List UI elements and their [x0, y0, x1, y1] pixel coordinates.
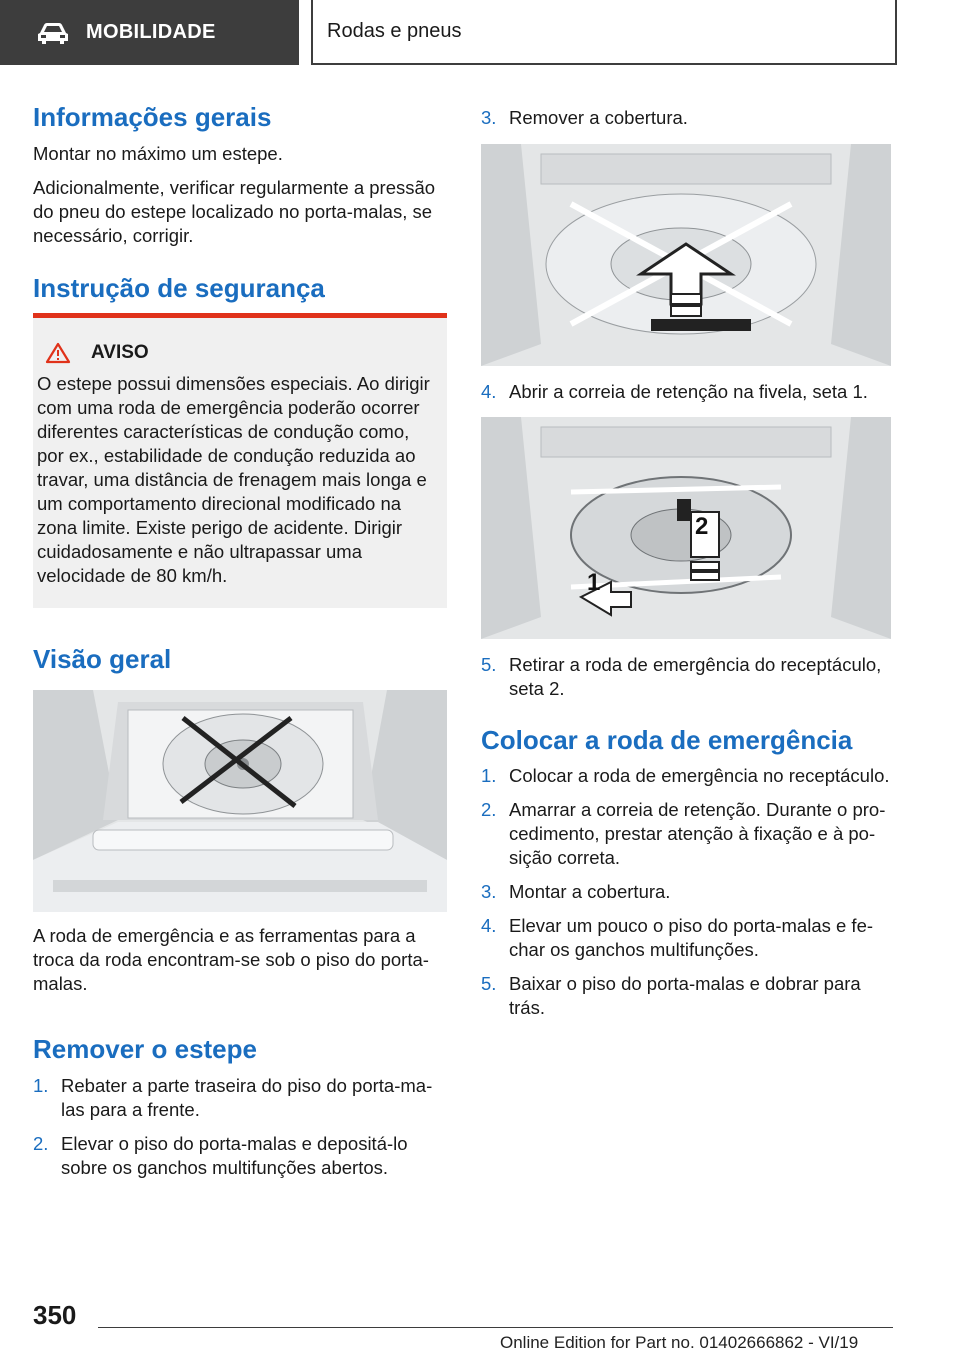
heading-remove: Remover o estepe — [33, 1034, 257, 1064]
overview-paragraph: A roda de emergência e as ferramentas para a troca da roda encontram-se sob o piso do porta-malas. — [33, 925, 429, 994]
remove-steps-4 — [481, 380, 891, 414]
trunk-overview-image — [33, 690, 447, 912]
list-item: 3. Montar a cobertura. — [481, 881, 671, 902]
remove-steps-continued — [481, 106, 891, 140]
section-tab — [0, 0, 299, 65]
arrow-label-2: 2 — [695, 513, 709, 540]
section-title: MOBILIDADE — [86, 21, 216, 43]
list-item: 3. Remover a cobertura. — [481, 107, 688, 128]
heading-general: Informações gerais — [33, 102, 272, 132]
list-item: 4. Elevar um pouco o piso do porta-malas e fechar os ganchos multifunções. — [481, 915, 874, 960]
page-number: 350 — [33, 1300, 77, 1330]
warning-icon — [45, 342, 71, 364]
warning-text: O estepe possui dimensões especiais. Ao dirigir com uma roda de emergência poderão ocorrer diferentes características de condução como, por ex., estabilidade de condução reduzida ao travar, uma distância de frenagem mais longa e um comportamento direcional modificado na zona limite. Existe perigo de acidente. Dirigir cuidadosamente e não ultrapassar uma velocidade de 80 km/h. — [37, 373, 430, 586]
list-item: 5. Baixar o piso do porta-malas e dobrar para trás. — [481, 973, 861, 1018]
heading-overview: Visão geral — [33, 644, 172, 674]
general-paragraph-2: Adicionalmente, verificar regularmente a pressão do pneu do estepe localizado no porta-malas, se necessário, corrigir. — [33, 177, 436, 246]
list-item: 1. Colocar a roda de emergência no receptáculo. — [481, 765, 890, 786]
chapter-title: Rodas e pneus — [327, 20, 462, 42]
list-item: 2. Amarrar a correia de retenção. Durante o procedimento, prestar atenção à fixação e à posição correta. — [481, 799, 886, 868]
car-icon — [36, 21, 70, 45]
arrow-label-1: 1 — [587, 569, 601, 596]
warning-box — [33, 313, 447, 608]
warning-title: AVISO — [91, 342, 149, 363]
remove-steps-list — [33, 1074, 447, 1190]
strap-release-image — [481, 417, 891, 639]
list-item: 2. Elevar o piso do porta-malas e depositá-lo sobre os ganchos multifunções abertos. — [33, 1133, 408, 1178]
edition-note: Online Edition for Part no. 01402666862 - VI/19 — [500, 1333, 859, 1352]
chapter-tab — [311, 0, 897, 65]
place-steps-list — [481, 764, 891, 1030]
cover-removal-image — [481, 144, 891, 366]
remove-steps-5 — [481, 653, 891, 711]
heading-safety: Instrução de segurança — [33, 273, 325, 303]
list-item: 4. Abrir a correia de retenção na fivela, seta 1. — [481, 381, 868, 402]
list-item: 5. Retirar a roda de emergência do receptáculo, seta 2. — [481, 654, 882, 699]
footer-divider — [98, 1327, 893, 1328]
heading-place: Colocar a roda de emergência — [481, 725, 853, 755]
general-paragraph-1: Montar no máximo um estepe. — [33, 143, 283, 164]
list-item: 1. Rebater a parte traseira do piso do porta-malas para a frente. — [33, 1075, 433, 1120]
